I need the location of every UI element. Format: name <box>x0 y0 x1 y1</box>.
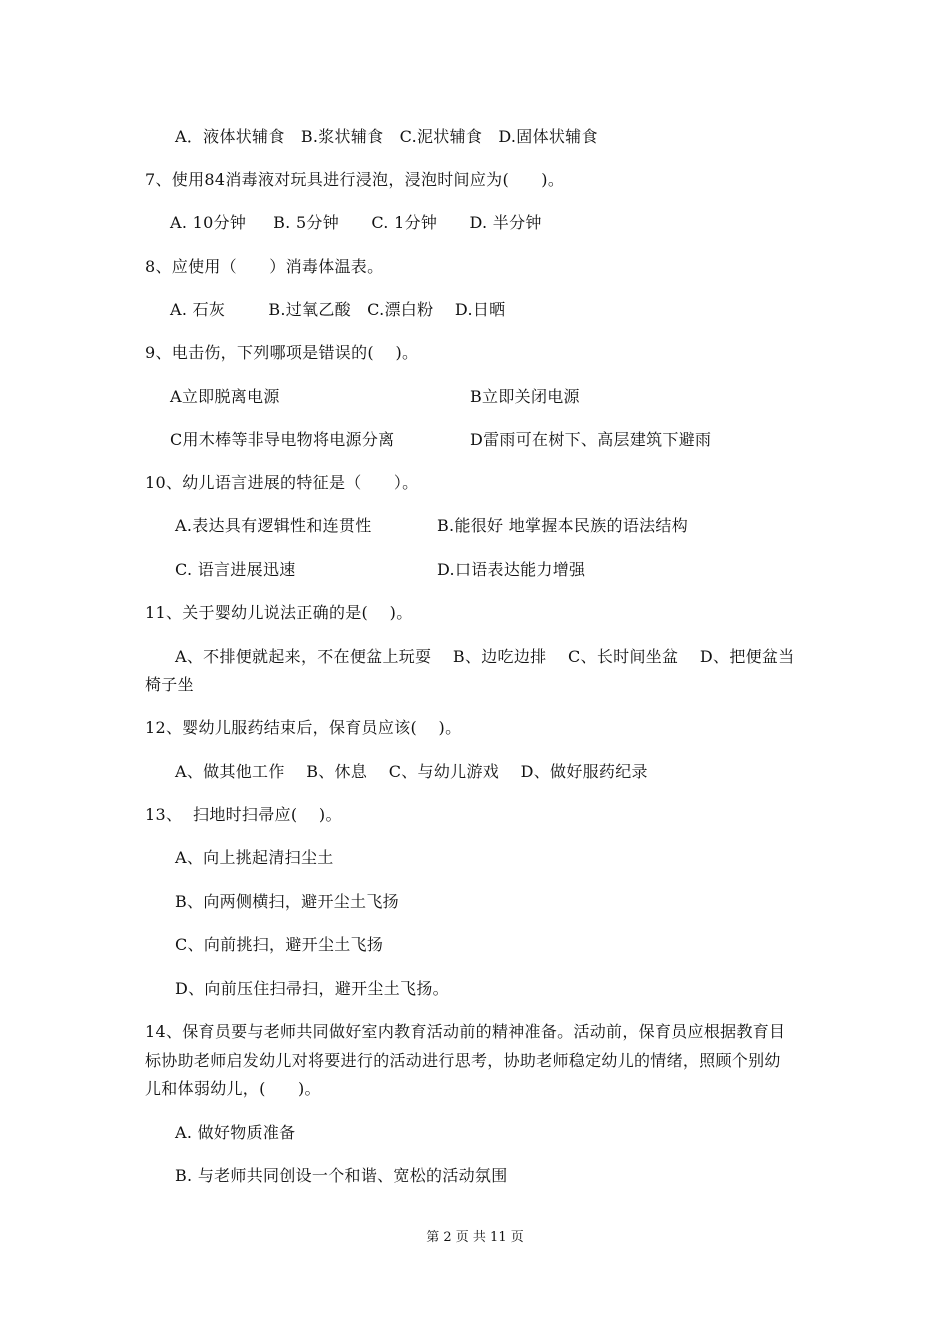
q13-option-d: D、向前压住扫帚扫，避开尘土飞扬。 <box>175 979 449 998</box>
q12-stem: 12、婴幼儿服药结束后，保育员应该( )。 <box>145 718 462 737</box>
q12-options: A、做其他工作 B、休息 C、与幼儿游戏 D、做好服药纪录 <box>175 762 648 781</box>
q13-stem: 13、 扫地时扫帚应( )。 <box>145 805 342 824</box>
q9-option-d: D雷雨可在树下、高层建筑下避雨 <box>470 430 712 449</box>
q14-stem-line3: 儿和体弱幼儿，( )。 <box>145 1079 321 1098</box>
q13-option-c: C、向前挑扫，避开尘土飞扬 <box>175 935 384 954</box>
q9-stem: 9、电击伤，下列哪项是错误的( )。 <box>145 343 419 362</box>
page-footer: 第 2 页 共 11 页 <box>426 1230 524 1245</box>
q10-option-c: C. 语言进展迅速 <box>175 560 296 579</box>
q13-option-a: A、向上挑起清扫尘土 <box>175 848 334 867</box>
q6-options: A．液体状辅食 B.浆状辅食 C.泥状辅食 D.固体状辅食 <box>175 127 598 146</box>
q14-stem-line2: 标协助老师启发幼儿对将要进行的活动进行思考，协助老师稳定幼儿的情绪，照顾个别幼 <box>145 1051 781 1070</box>
q7-stem: 7、使用84消毒液对玩具进行浸泡，浸泡时间应为( )。 <box>145 170 565 189</box>
q9-option-a: A立即脱离电源 <box>170 387 280 406</box>
q11-options-line2: 椅子坐 <box>145 675 194 694</box>
q14-option-b: B. 与老师共同创设一个和谐、宽松的活动氛围 <box>175 1166 508 1185</box>
q14-stem-line1: 14、保育员要与老师共同做好室内教育活动前的精神准备。活动前，保育员应根据教育目 <box>145 1022 786 1041</box>
q10-stem: 10、幼儿语言进展的特征是（ ）。 <box>145 473 419 492</box>
q11-options-line1: A、不排便就起来，不在便盆上玩耍 B、边吃边排 C、长时间坐盆 D、把便盆当 <box>175 647 795 666</box>
q10-option-b: B.能很好 地掌握本民族的语法结构 <box>437 516 689 535</box>
q7-options: A. 10分钟 B. 5分钟 C. 1分钟 D. 半分钟 <box>170 213 542 232</box>
q10-option-a: A.表达具有逻辑性和连贯性 <box>175 516 372 535</box>
q8-stem: 8、应使用（ ）消毒体温表。 <box>145 257 384 276</box>
q9-option-c: C用木棒等非导电物将电源分离 <box>170 430 395 449</box>
q10-option-d: D.口语表达能力增强 <box>437 560 586 579</box>
q13-option-b: B、向两侧横扫，避开尘土飞扬 <box>175 892 399 911</box>
q8-options: A. 石灰 B.过氧乙酸 C.漂白粉 D.日晒 <box>170 300 506 319</box>
q11-stem: 11、关于婴幼儿说法正确的是( )。 <box>145 603 413 622</box>
q9-option-b: B立即关闭电源 <box>470 387 580 406</box>
q14-option-a: A. 做好物质准备 <box>175 1123 296 1142</box>
